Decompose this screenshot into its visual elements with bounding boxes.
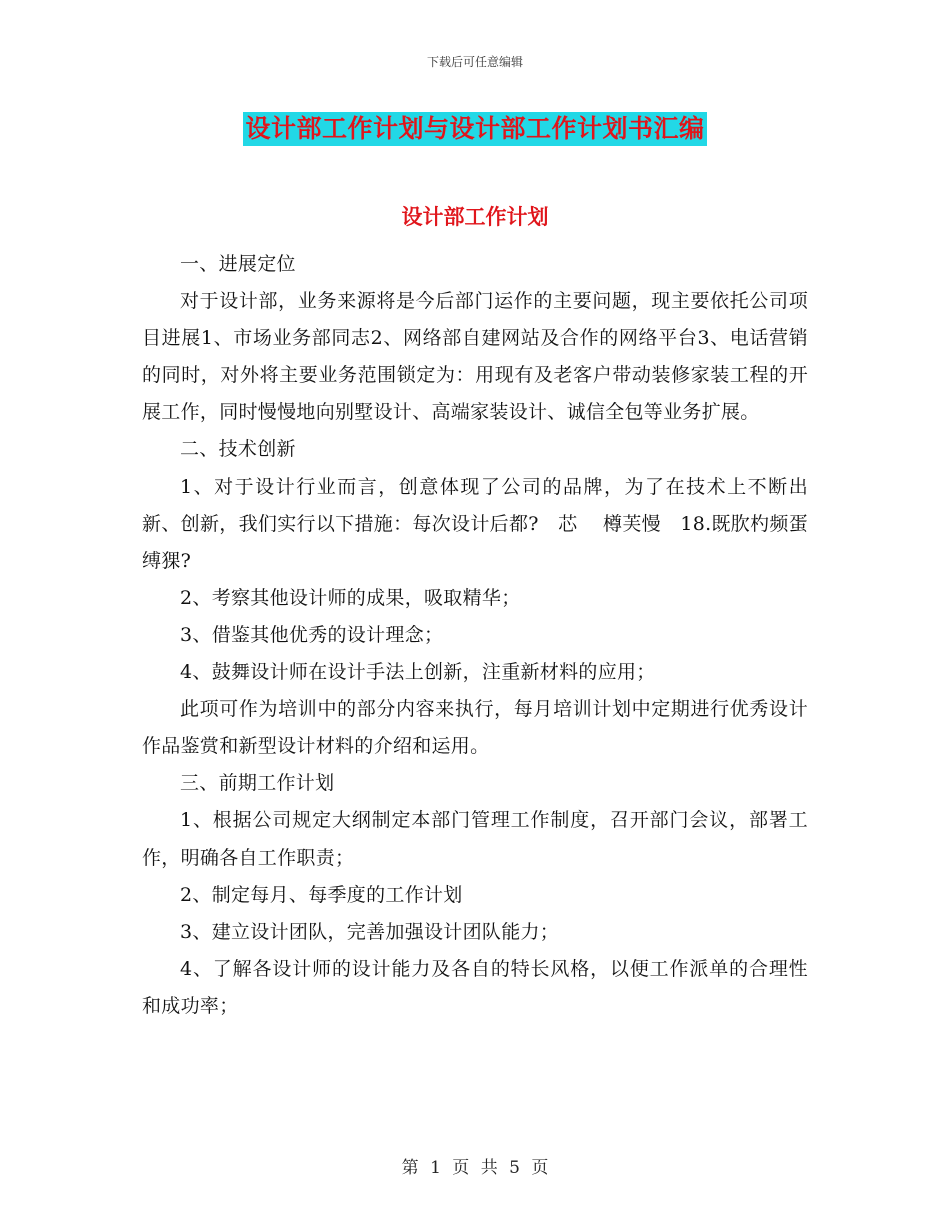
document-body	[142, 246, 808, 1025]
paragraph: 对于设计部，业务来源将是今后部门运作的主要问题，现主要依托公司项目进展1、市场业务部同志2、网络部自建网站及合作的网络平台3、电话营销的同时，对外将主要业务范围锁定为：用现有及老客户带动装修家装工程的开展工作，同时慢慢地向别墅设计、高端家装设计、诚信全包等业务扩展。	[142, 290, 808, 424]
page-footer: 第 1 页 共 5 页	[401, 1158, 549, 1178]
paragraph: 3、建立设计团队，完善加强设计团队能力；	[180, 920, 560, 943]
section-title: 设计部工作计划	[401, 205, 549, 229]
paragraph: 1、根据公司规定大纲制定本部门管理工作制度，召开部门会议，部署工作，明确各自工作职责；	[142, 809, 808, 869]
paragraph: 2、制定每月、每季度的工作计划	[180, 883, 463, 906]
paragraph: 4、了解各设计师的设计能力及各自的特长风格，以便工作派单的合理性和成功率；	[142, 957, 808, 1017]
header-note: 下载后可任意编辑	[426, 55, 523, 69]
heading-positioning: 一、进展定位	[180, 253, 296, 275]
main-title	[0, 112, 950, 146]
paragraph: 此项可作为培训中的部分内容来执行，每月培训计划中定期进行优秀设计作品鉴赏和新型设计材料的介绍和运用。	[142, 698, 808, 758]
heading-tech-innovation: 二、技术创新	[180, 438, 296, 461]
heading-early-plan: 三、前期工作计划	[180, 772, 335, 795]
main-title-text: 设计部工作计划与设计部工作计划书汇编	[243, 112, 706, 146]
paragraph: 2、考察其他设计师的成果，吸取精华；	[180, 586, 521, 609]
paragraph: 4、鼓舞设计师在设计手法上创新，注重新材料的应用；	[180, 661, 656, 684]
paragraph: 1、对于设计行业而言，创意体现了公司的品牌，为了在技术上不断出新、创新，我们实行以下措施：每次设计后都? 芯 樽芙慢 18.既肷杓频蛋缚猓?	[142, 475, 808, 572]
paragraph: 3、借鉴其他优秀的设计理念；	[180, 623, 444, 646]
